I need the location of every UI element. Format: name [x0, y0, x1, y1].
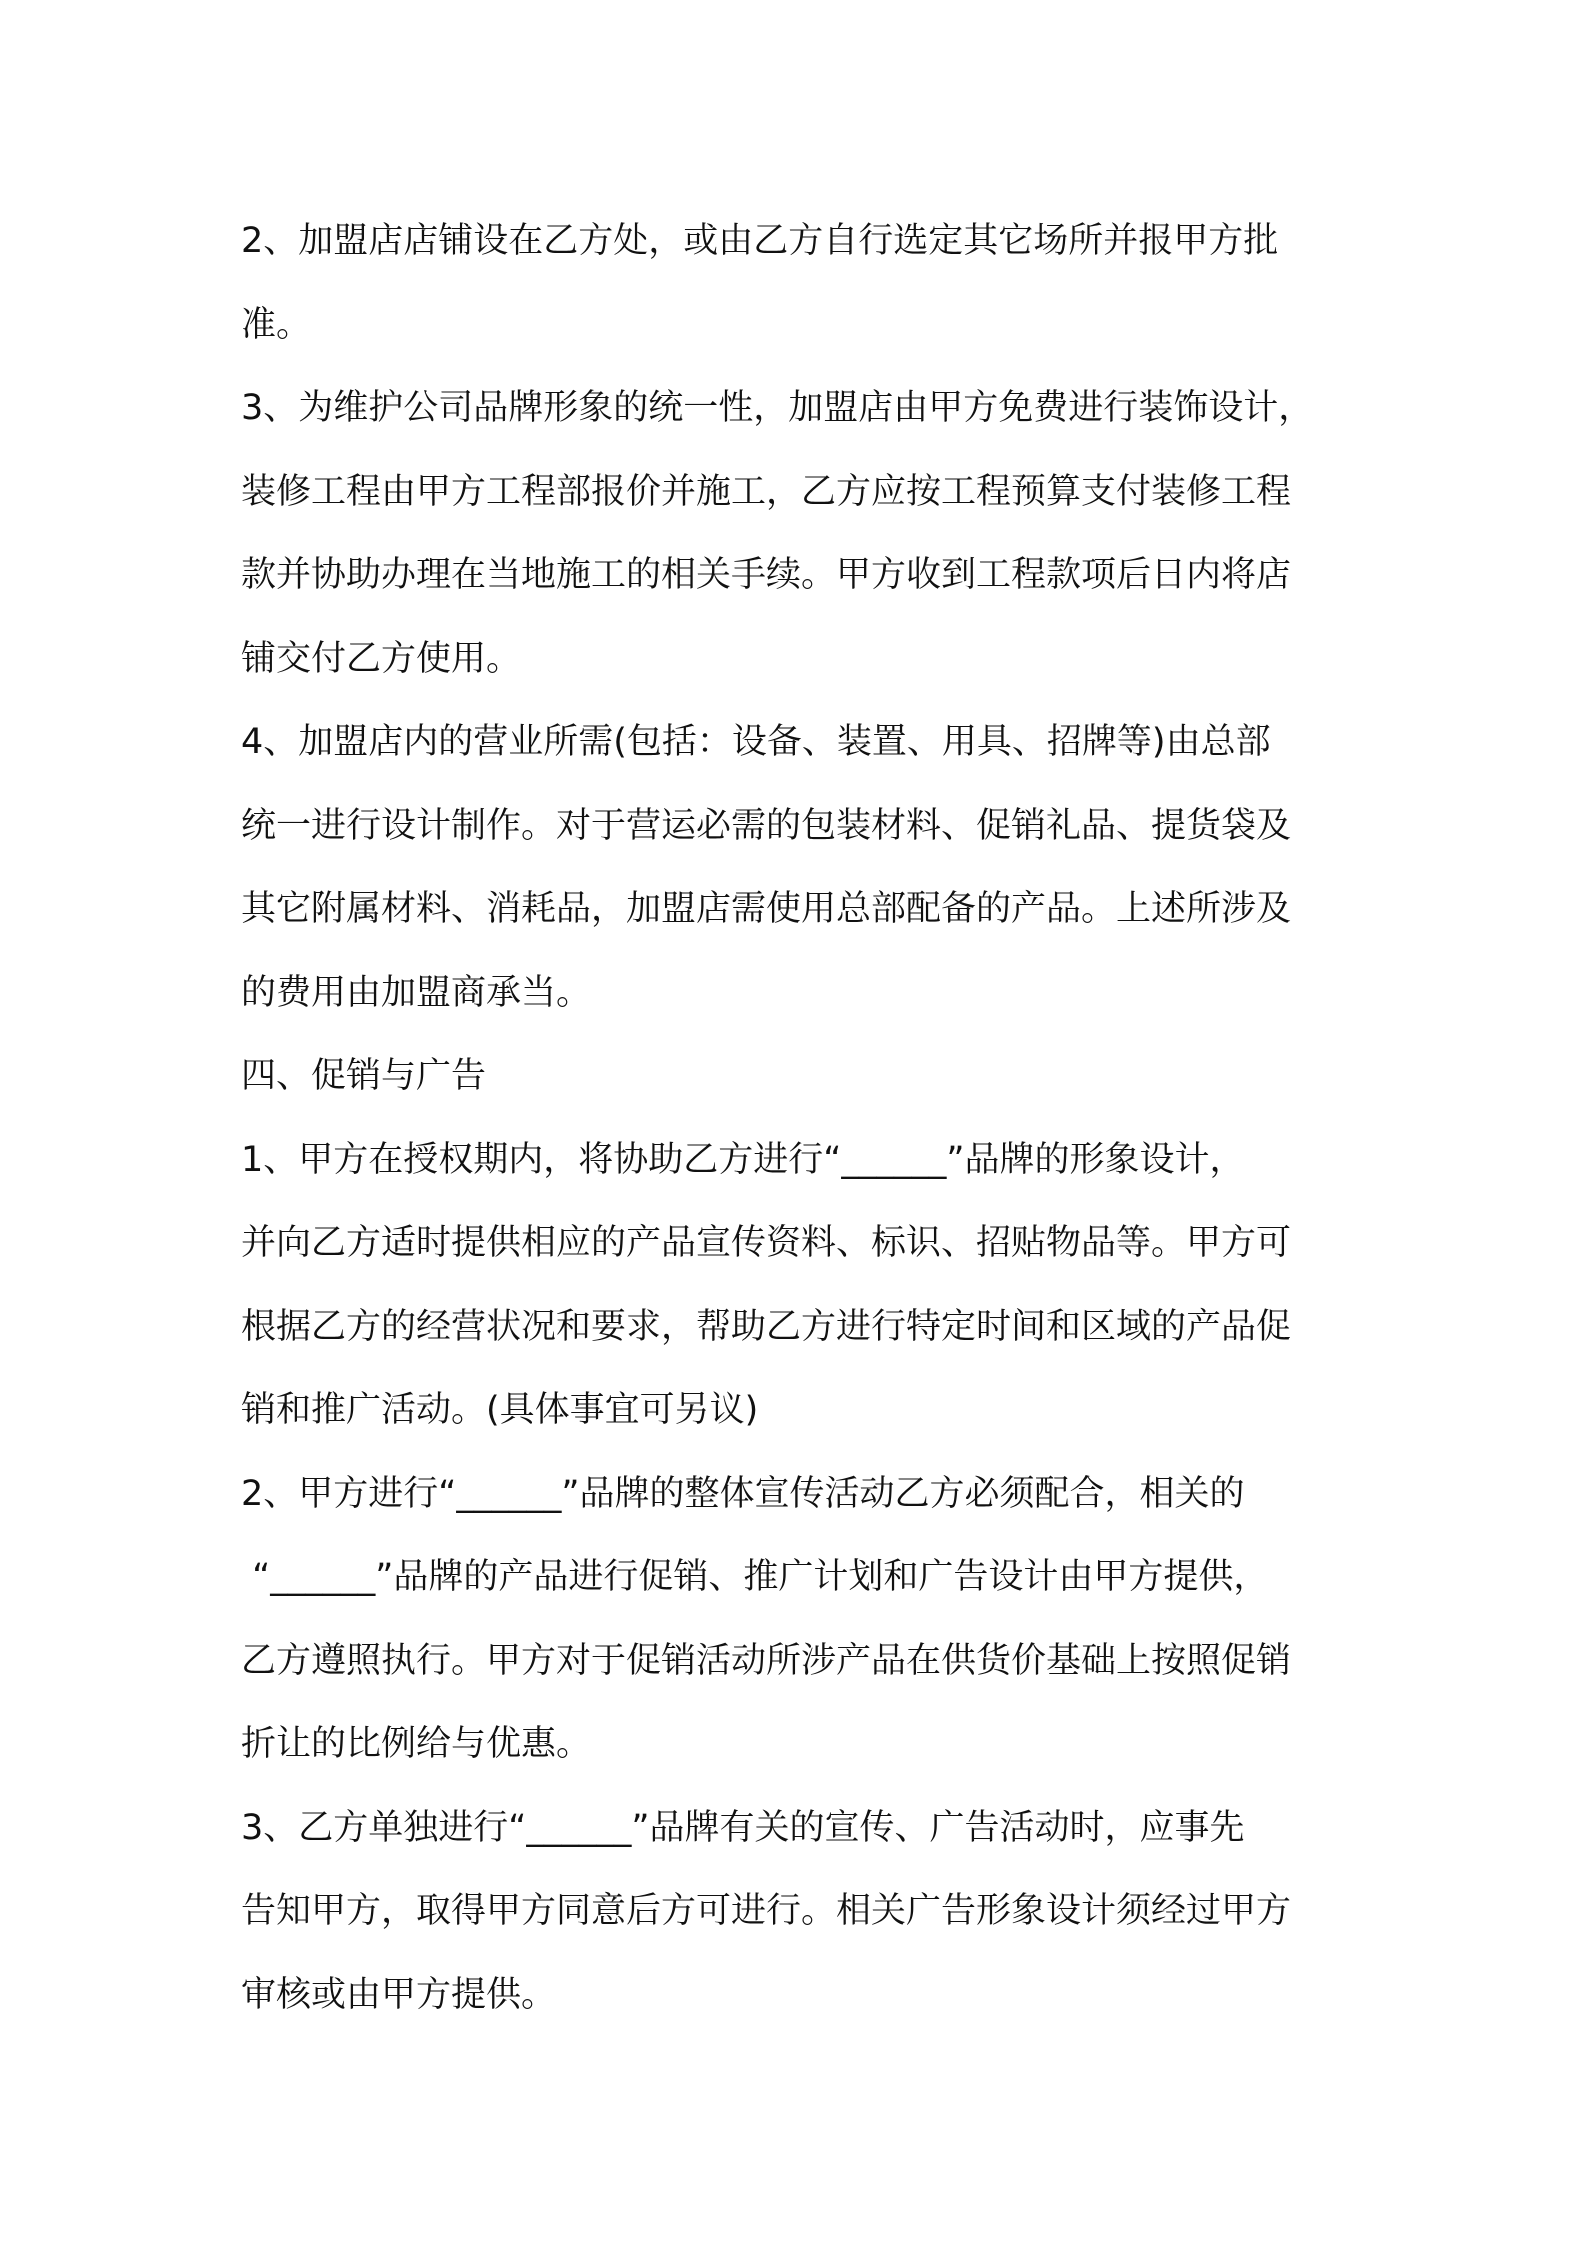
- text-line: 2、加盟店店铺设在乙方处，或由乙方自行选定其它场所并报甲方批: [241, 221, 1279, 261]
- text-line: 3、乙方单独进行“______”品牌有关的宣传、广告活动时，应事先: [241, 1807, 1245, 1848]
- clause-3-paragraph: [241, 367, 1361, 701]
- clause-4-paragraph: [241, 701, 1361, 1035]
- text-line: 统一进行设计制作。对于营运必需的包装材料、促销礼品、提货袋及: [241, 805, 1292, 846]
- text-line: 4、加盟店内的营业所需(包括：设备、装置、用具、招牌等)由总部: [241, 722, 1271, 762]
- text-line: 装修工程由甲方工程部报价并施工，乙方应按工程预算支付装修工程: [241, 471, 1292, 512]
- text-line: 告知甲方，取得甲方同意后方可进行。相关广告形象设计须经过甲方: [241, 1891, 1292, 1931]
- text-line: 款并协助办理在当地施工的相关手续。甲方收到工程款项后日内将店: [241, 555, 1292, 595]
- promo-3-paragraph: [241, 1787, 1361, 2038]
- text-line: 折让的比例给与优惠。: [241, 1724, 592, 1764]
- document-body: [241, 200, 1361, 2037]
- section-heading: [241, 1035, 1361, 1119]
- section-heading-text: 四、促销与广告: [241, 1056, 487, 1096]
- clause-2-paragraph: [241, 200, 1361, 367]
- promo-2-paragraph: [241, 1453, 1361, 1787]
- text-line: 根据乙方的经营状况和要求，帮助乙方进行特定时间和区域的产品促: [241, 1306, 1292, 1347]
- promo-1-paragraph: [241, 1119, 1361, 1453]
- text-line: 1、甲方在授权期内，将协助乙方进行“______”品牌的形象设计，: [241, 1139, 1245, 1180]
- text-line: “______”品牌的产品进行促销、推广计划和广告设计由甲方提供，: [241, 1557, 1269, 1597]
- text-line: 并向乙方适时提供相应的产品宣传资料、标识、招贴物品等。甲方可: [241, 1223, 1292, 1263]
- text-line: 其它附属材料、消耗品，加盟店需使用总部配备的产品。上述所涉及: [241, 889, 1292, 929]
- text-line: 乙方遵照执行。甲方对于促销活动所涉产品在供货价基础上按照促销: [241, 1640, 1292, 1681]
- text-line: 准。: [241, 304, 312, 345]
- text-line: 2、甲方进行“______”品牌的整体宣传活动乙方必须配合，相关的: [241, 1473, 1245, 1514]
- text-line: 3、为维护公司品牌形象的统一性，加盟店由甲方免费进行装饰设计，: [241, 388, 1314, 428]
- text-line: 审核或由甲方提供。: [241, 1974, 557, 2015]
- text-line: 铺交付乙方使用。: [241, 638, 522, 679]
- text-line: 的费用由加盟商承当。: [241, 972, 592, 1013]
- text-line: 销和推广活动。(具体事宜可另议): [241, 1390, 759, 1430]
